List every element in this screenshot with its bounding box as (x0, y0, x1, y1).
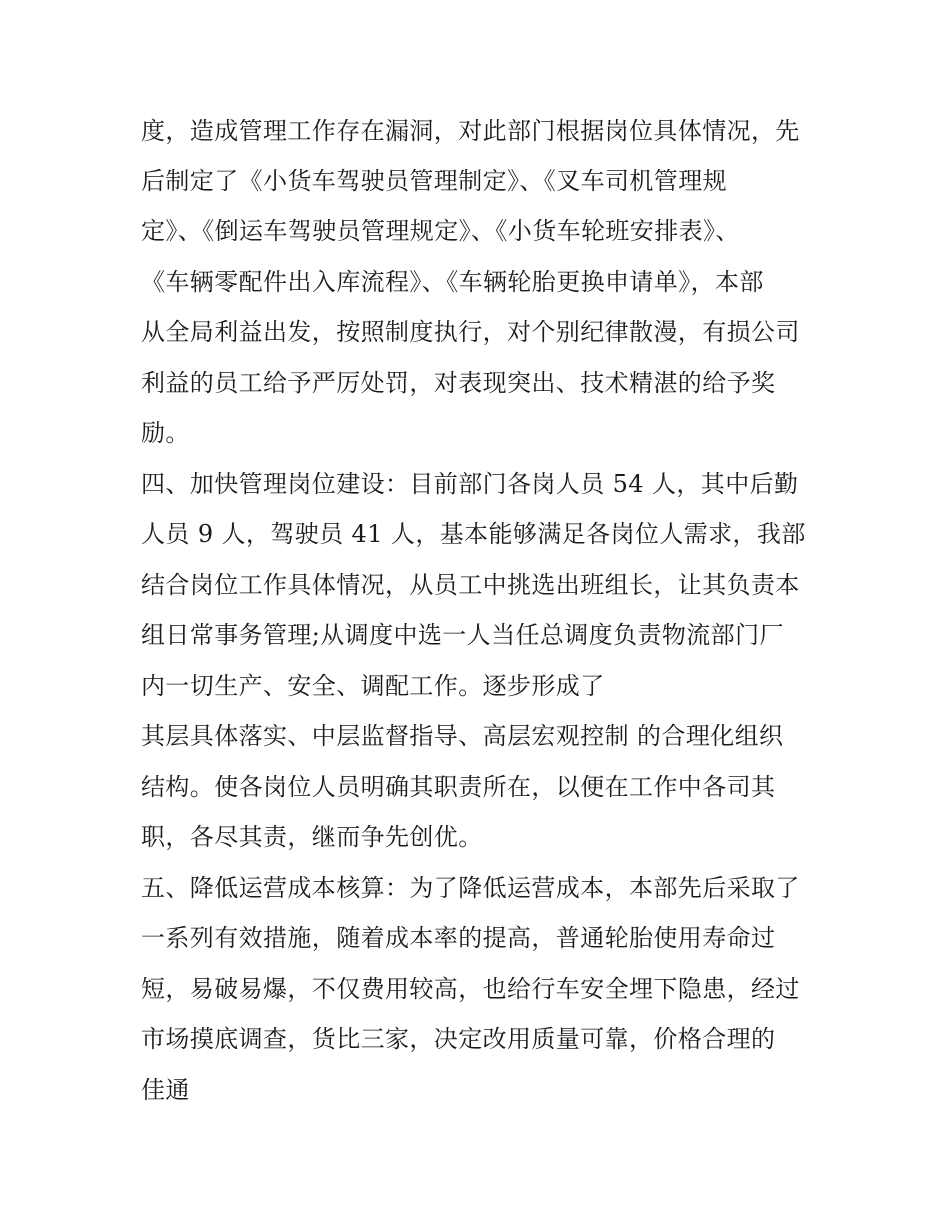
text-line: 人员 9 人，驾驶员 41 人，基本能够满足各岗位人需求，我部 (141, 520, 806, 548)
text-line: 励。 (141, 419, 190, 447)
section-heading-four: 四、加快管理岗位建设：目前部门各岗人员 54 人，其中后勤 (141, 470, 799, 498)
section-heading-five: 五、降低运营成本核算：为了降低运营成本，本部先后采取了 (141, 874, 800, 902)
text-line: 其层具体落实、中层监督指导、高层宏观控制 的合理化组织 (141, 722, 784, 750)
text-line: 结构。使各岗位人员明确其职责所在，以便在工作中各司其 (141, 773, 776, 801)
text-line: 市场摸底调查，货比三家，决定改用质量可靠，价格合理的 (141, 1025, 776, 1053)
text-line: 职，各尽其责，继而争先创优。 (141, 823, 483, 851)
text-line: 定》、《倒运车驾驶员管理规定》、《小货车轮班安排表》、 (141, 217, 740, 245)
text-line: 结合岗位工作具体情况，从员工中挑选出班组长，让其负责本 (141, 571, 800, 599)
text-line: 利益的员工给予严厉处罚，对表现突出、技术精湛的给予奖 (141, 369, 776, 397)
text-line: 佳通 (141, 1076, 190, 1104)
text-line: 度，造成管理工作存在漏洞，对此部门根据岗位具体情况，先 (141, 117, 800, 145)
text-line: 从全局利益出发，按照制度执行，对个别纪律散漫，有损公司 (141, 318, 800, 346)
text-line: 一系列有效措施，随着成本率的提高，普通轮胎使用寿命过 (141, 924, 776, 952)
text-line: 《车辆零配件出入库流程》、《车辆轮胎更换申请单》，本部 (141, 268, 764, 296)
text-line: 后制定了《小货车驾驶员管理制定》、《叉车司机管理规 (141, 167, 727, 195)
text-line: 短，易破易爆，不仅费用较高，也给行车安全埋下隐患，经过 (141, 975, 800, 1003)
text-line: 内一切生产、安全、调配工作。逐步形成了 (141, 672, 605, 700)
text-line: 组日常事务管理;从调度中选一人当任总调度负责物流部门厂 (141, 621, 784, 649)
